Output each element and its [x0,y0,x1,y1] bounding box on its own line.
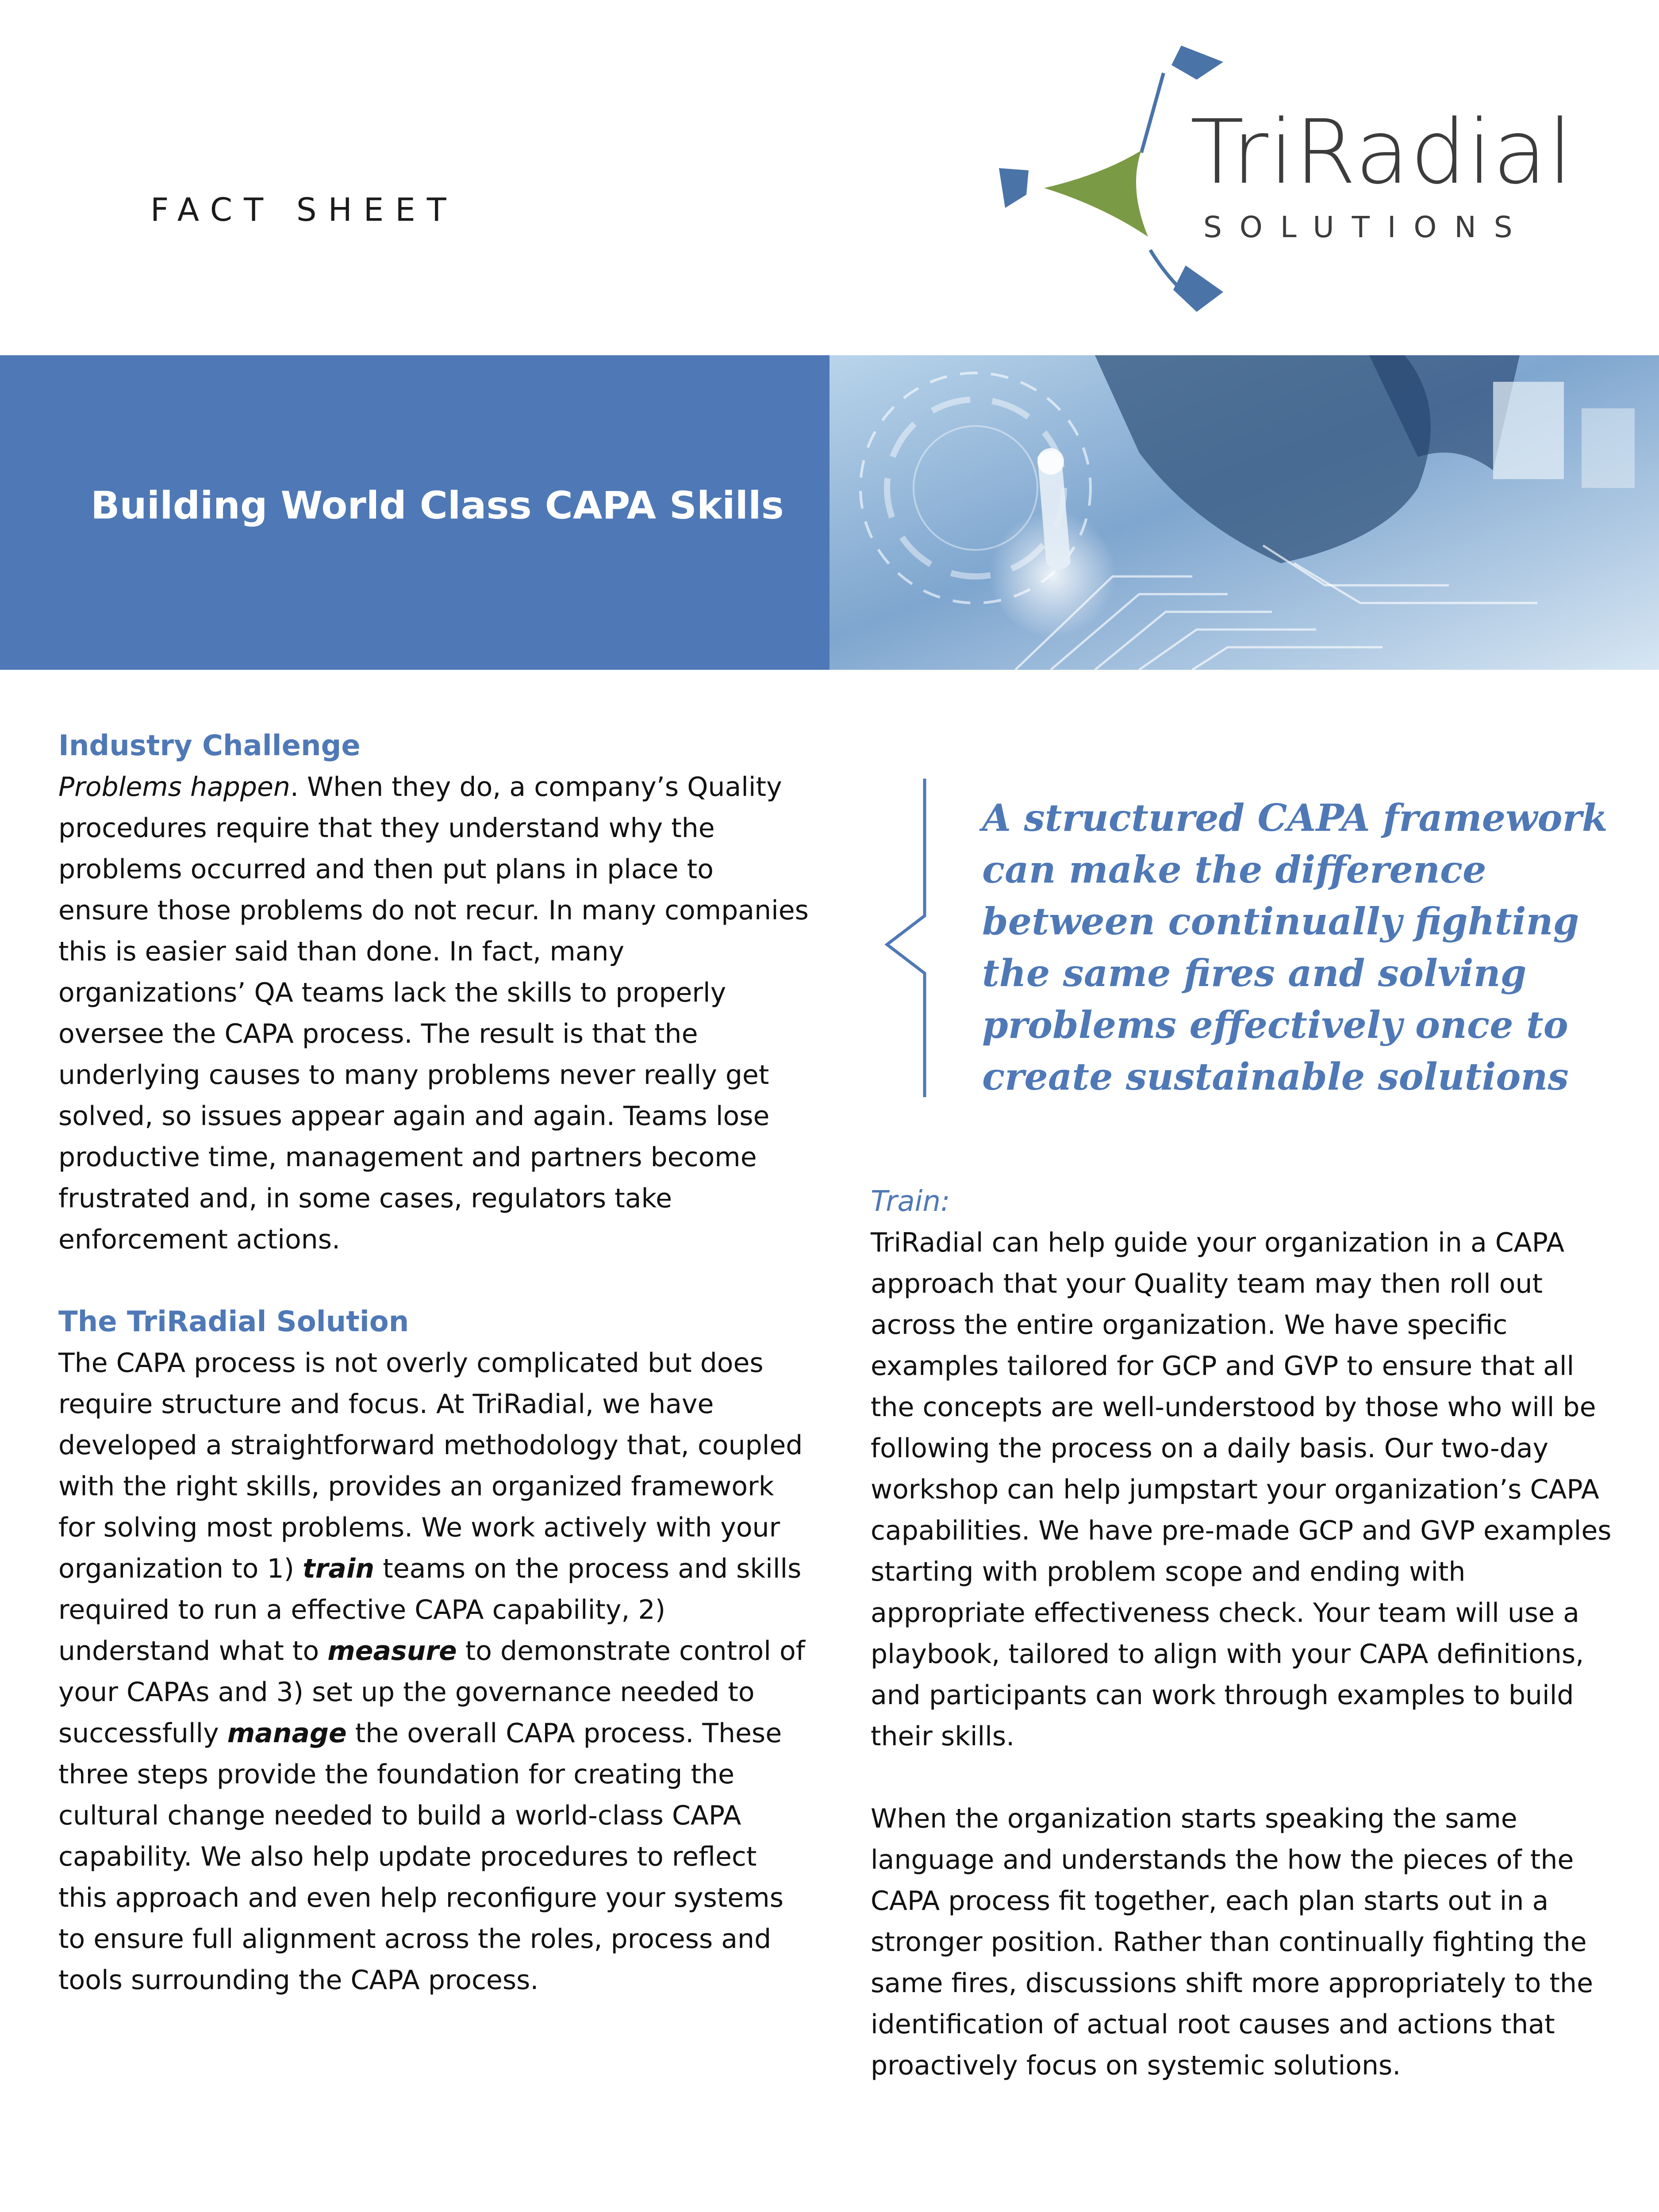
industry-challenge-lead: Problems happen [58,772,290,803]
touchscreen-hand-photo-icon [830,355,1659,670]
solution-text-2: teams on the process and skills required to run a effective CAPA capability, 2) understand what to [58,1553,802,1667]
industry-challenge-heading: Industry Challenge [58,730,361,762]
solution-emphasis-manage: manage [227,1718,347,1749]
logo-name: TriRadial [1190,101,1574,204]
solution-text-1: The CAPA process is not overly complicated but does require structure and focus. At TriRadial, we have developed a straightforward methodology that, coupled with the right skills, provides an organized framework for solving most problems. We work actively with your organization to 1) [58,1348,803,1584]
quote-bracket-icon [880,779,933,1097]
right-column [871,1181,1614,2086]
left-column [58,726,810,2001]
train-heading: Train: [871,1185,950,1218]
triradial-logo [995,42,1593,321]
logo-subtitle: SOLUTIONS [1203,210,1530,244]
banner-title: Building World Class CAPA Skills [91,484,784,528]
solution-emphasis-train: train [303,1553,375,1584]
fact-sheet-label: FACT SHEET [150,191,458,228]
solution-heading: The TriRadial Solution [58,1306,409,1338]
industry-challenge-body [58,767,810,1260]
solution-text-3: to demonstrate control of your CAPAs and 3) set up the governance needed to successfully [58,1636,805,1749]
pull-quote-text: A structured CAPA framework can make the difference between continually fighting the same fires and solving problems effectively once to create sustainable solutions [982,796,1608,1098]
solution-text-4: the overall CAPA process. These three steps provide the foundation for creating the cultural change needed to build a world-class CAPA capability. We also help update procedures to reflect this approach and even help reconfigure your systems to ensure full alignment across the roles, process and tools surrounding the CAPA process. [58,1718,783,1996]
train-paragraph-1: TriRadial can help guide your organization in a CAPA approach that your Quality team may then roll out across the entire organization. We have specific examples tailored for GCP and GVP to ensure that all the concepts are well-understood by those who will be following the process on a daily basis. Our two-day workshop can help jumpstart your organization’s CAPA capabilities. We have pre-made GCP and GVP examples starting with problem scope and ending with appropriate effectiveness check. Your team will use a playbook, tailored to align with your CAPA definitions, and participants can work through examples to build their skills. [871,1227,1612,1752]
solution-body [58,1343,810,2001]
hero-banner [0,355,1659,670]
pull-quote [880,779,1610,1097]
solution-emphasis-measure: measure [327,1636,457,1667]
industry-challenge-text: . When they do, a company’s Quality procedures require that they understand why the problems occurred and then put plans in place to ensure those problems do not recur. In many companies this is easier said than done. In fact, many organizations’ QA teams lack the skills to properly oversee the CAPA process. The result is that the underlying causes to many problems never really get solved, so issues appear again and again. Teams lose productive time, management and partners become frustrated and, in some cases, regulators take enforcement actions. [58,772,809,1255]
train-paragraph-2: When the organization starts speaking the same language and understands the how the pieces of the CAPA process fit together, each plan starts out in a stronger position. Rather than continually fighting the same fires, discussions shift more appropriately to the identification of actual root causes and actions that proactively focus on systemic solutions. [871,1803,1593,2081]
